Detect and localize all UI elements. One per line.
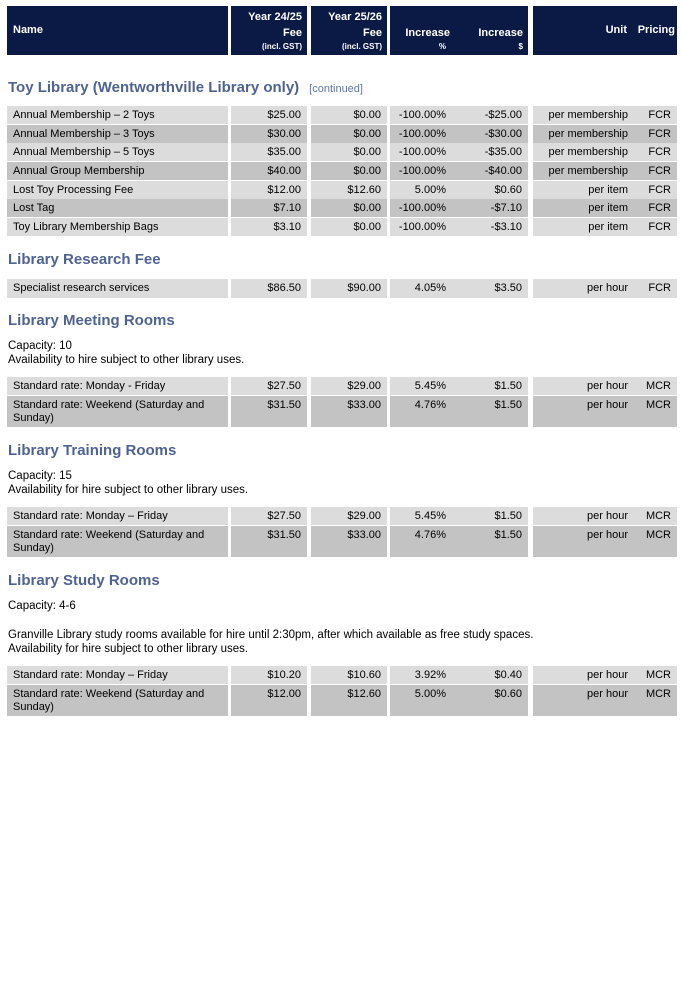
cell-pct: -100.00% (390, 125, 454, 143)
header-name-label: Name (13, 24, 43, 36)
cell-pricing: FCR (634, 106, 677, 124)
table-row (7, 526, 677, 557)
cell-name: Standard rate: Monday – Friday (7, 666, 228, 684)
cell-fee2: $12.60 (311, 685, 387, 716)
cell-pct: 5.00% (390, 685, 454, 716)
cell-fee2: $10.60 (311, 666, 387, 684)
table-row (7, 377, 677, 395)
header-fee-2425-line3: (incl. GST) (262, 42, 302, 51)
cell-pricing: FCR (634, 199, 677, 217)
table-row (7, 279, 677, 298)
table-row (7, 181, 677, 199)
cell-pct: -100.00% (390, 106, 454, 124)
cell-amt: $1.50 (454, 377, 528, 395)
header-pricing-label: Pricing (637, 24, 675, 36)
cell-amt: $3.50 (454, 279, 528, 298)
cell-unit: per membership (533, 143, 634, 161)
cell-name: Standard rate: Weekend (Saturday and Sunday) (7, 526, 228, 557)
header-increase-amt-unit: $ (518, 42, 523, 51)
training-availability: Availability for hire subject to other library uses. (8, 484, 249, 496)
header-increase-pct-unit: % (438, 42, 446, 51)
cell-pct: 5.45% (390, 507, 454, 525)
cell-unit: per item (533, 199, 634, 217)
cell-fee2: $29.00 (311, 377, 387, 395)
table-row (7, 507, 677, 525)
cell-pricing: FCR (634, 162, 677, 180)
meeting-capacity: Capacity: 10 (8, 340, 72, 352)
section-title-training-rooms: Library Training Rooms (8, 442, 177, 459)
cell-pricing: FCR (634, 279, 677, 298)
cell-unit: per membership (533, 125, 634, 143)
cell-pct: 4.76% (390, 526, 454, 557)
cell-name: Specialist research services (7, 279, 228, 298)
meeting-availability: Availability to hire subject to other library uses. (8, 354, 245, 366)
section-title-research: Library Research Fee (8, 251, 161, 268)
header-fee-2526-line1: Year 25/26 (328, 11, 382, 23)
cell-pct: -100.00% (390, 162, 454, 180)
cell-amt: -$30.00 (454, 125, 528, 143)
cell-name: Annual Membership – 5 Toys (7, 143, 228, 161)
header-fee-2526-line2: Fee (363, 27, 382, 39)
cell-fee1: $27.50 (231, 507, 307, 525)
cell-name: Lost Toy Processing Fee (7, 181, 228, 199)
cell-name: Annual Group Membership (7, 162, 228, 180)
cell-amt: -$40.00 (454, 162, 528, 180)
cell-pricing: MCR (634, 507, 677, 525)
cell-amt: $1.50 (454, 526, 528, 557)
table-row (7, 396, 677, 427)
cell-amt: $0.40 (454, 666, 528, 684)
table-row (7, 125, 677, 143)
header-fee-2425-line2: Fee (283, 27, 302, 39)
table-row (7, 143, 677, 161)
cell-amt: -$25.00 (454, 106, 528, 124)
cell-fee2: $33.00 (311, 526, 387, 557)
section-title-study-rooms: Library Study Rooms (8, 572, 160, 589)
cell-fee1: $40.00 (231, 162, 307, 180)
cell-pricing: MCR (634, 666, 677, 684)
cell-amt: -$3.10 (454, 218, 528, 236)
study-capacity: Capacity: 4-6 (8, 600, 76, 612)
toy-library-title: Toy Library (Wentworthville Library only) (8, 79, 300, 96)
cell-pricing: MCR (634, 396, 677, 427)
cell-pct: 3.92% (390, 666, 454, 684)
cell-unit: per hour (533, 685, 634, 716)
cell-fee1: $86.50 (231, 279, 307, 298)
header-increase-pct-label: Increase (405, 27, 450, 39)
table-row (7, 162, 677, 180)
cell-name: Standard rate: Monday – Friday (7, 507, 228, 525)
cell-fee1: $30.00 (231, 125, 307, 143)
cell-fee1: $31.50 (231, 396, 307, 427)
cell-pricing: FCR (634, 143, 677, 161)
table-row (7, 685, 677, 716)
cell-pct: 4.05% (390, 279, 454, 298)
cell-unit: per hour (533, 279, 634, 298)
cell-amt: $0.60 (454, 181, 528, 199)
cell-fee1: $25.00 (231, 106, 307, 124)
cell-fee2: $29.00 (311, 507, 387, 525)
cell-unit: per item (533, 181, 634, 199)
cell-unit: per hour (533, 396, 634, 427)
cell-fee2: $0.00 (311, 218, 387, 236)
cell-amt: $0.60 (454, 685, 528, 716)
cell-name: Toy Library Membership Bags (7, 218, 228, 236)
header-fee-2526-line3: (incl. GST) (342, 42, 382, 51)
cell-pct: 5.00% (390, 181, 454, 199)
cell-fee2: $33.00 (311, 396, 387, 427)
cell-unit: per hour (533, 666, 634, 684)
study-note: Granville Library study rooms available for hire until 2:30pm, after which available as free study spaces. (8, 629, 534, 641)
cell-fee2: $0.00 (311, 106, 387, 124)
cell-pct: -100.00% (390, 218, 454, 236)
cell-fee2: $0.00 (311, 125, 387, 143)
cell-pct: 5.45% (390, 377, 454, 395)
cell-fee1: $35.00 (231, 143, 307, 161)
cell-pricing: MCR (634, 685, 677, 716)
cell-fee1: $12.00 (231, 181, 307, 199)
cell-fee1: $10.20 (231, 666, 307, 684)
cell-name: Annual Membership – 2 Toys (7, 106, 228, 124)
continued-label: [continued] (309, 83, 363, 95)
study-availability: Availability for hire subject to other library uses. (8, 643, 249, 655)
header-unit-label: Unit (605, 24, 627, 36)
cell-fee1: $12.00 (231, 685, 307, 716)
cell-fee2: $0.00 (311, 162, 387, 180)
cell-unit: per membership (533, 162, 634, 180)
cell-fee1: $7.10 (231, 199, 307, 217)
cell-name: Standard rate: Weekend (Saturday and Sunday) (7, 396, 228, 427)
cell-pct: 4.76% (390, 396, 454, 427)
table-row (7, 666, 677, 684)
header-fee-2425-line1: Year 24/25 (248, 11, 302, 23)
cell-amt: -$7.10 (454, 199, 528, 217)
cell-unit: per hour (533, 526, 634, 557)
cell-fee2: $0.00 (311, 199, 387, 217)
cell-pct: -100.00% (390, 199, 454, 217)
cell-unit: per hour (533, 507, 634, 525)
cell-fee2: $0.00 (311, 143, 387, 161)
section-title-meeting-rooms: Library Meeting Rooms (8, 312, 175, 329)
cell-name: Standard rate: Monday - Friday (7, 377, 228, 395)
cell-pricing: MCR (634, 526, 677, 557)
cell-pricing: MCR (634, 377, 677, 395)
header-fee-2425 (231, 6, 307, 55)
cell-fee1: $3.10 (231, 218, 307, 236)
cell-amt: -$35.00 (454, 143, 528, 161)
cell-fee2: $12.60 (311, 181, 387, 199)
cell-unit: per hour (533, 377, 634, 395)
cell-name: Annual Membership – 3 Toys (7, 125, 228, 143)
section-title-toy-library (8, 79, 363, 96)
cell-pricing: FCR (634, 181, 677, 199)
cell-pct: -100.00% (390, 143, 454, 161)
cell-pricing: FCR (634, 218, 677, 236)
cell-name: Lost Tag (7, 199, 228, 217)
cell-amt: $1.50 (454, 507, 528, 525)
cell-unit: per membership (533, 106, 634, 124)
cell-pricing: FCR (634, 125, 677, 143)
header-name (7, 6, 228, 55)
cell-fee2: $90.00 (311, 279, 387, 298)
cell-amt: $1.50 (454, 396, 528, 427)
table-row (7, 106, 677, 124)
header-increase (390, 6, 528, 55)
table-row (7, 218, 677, 236)
training-capacity: Capacity: 15 (8, 470, 72, 482)
cell-unit: per item (533, 218, 634, 236)
table-header (7, 6, 677, 55)
header-fee-2526 (311, 6, 387, 55)
table-row (7, 199, 677, 217)
header-unit-pricing (533, 6, 677, 55)
cell-fee1: $31.50 (231, 526, 307, 557)
header-increase-amt-label: Increase (478, 27, 523, 39)
cell-name: Standard rate: Weekend (Saturday and Sunday) (7, 685, 228, 716)
cell-fee1: $27.50 (231, 377, 307, 395)
